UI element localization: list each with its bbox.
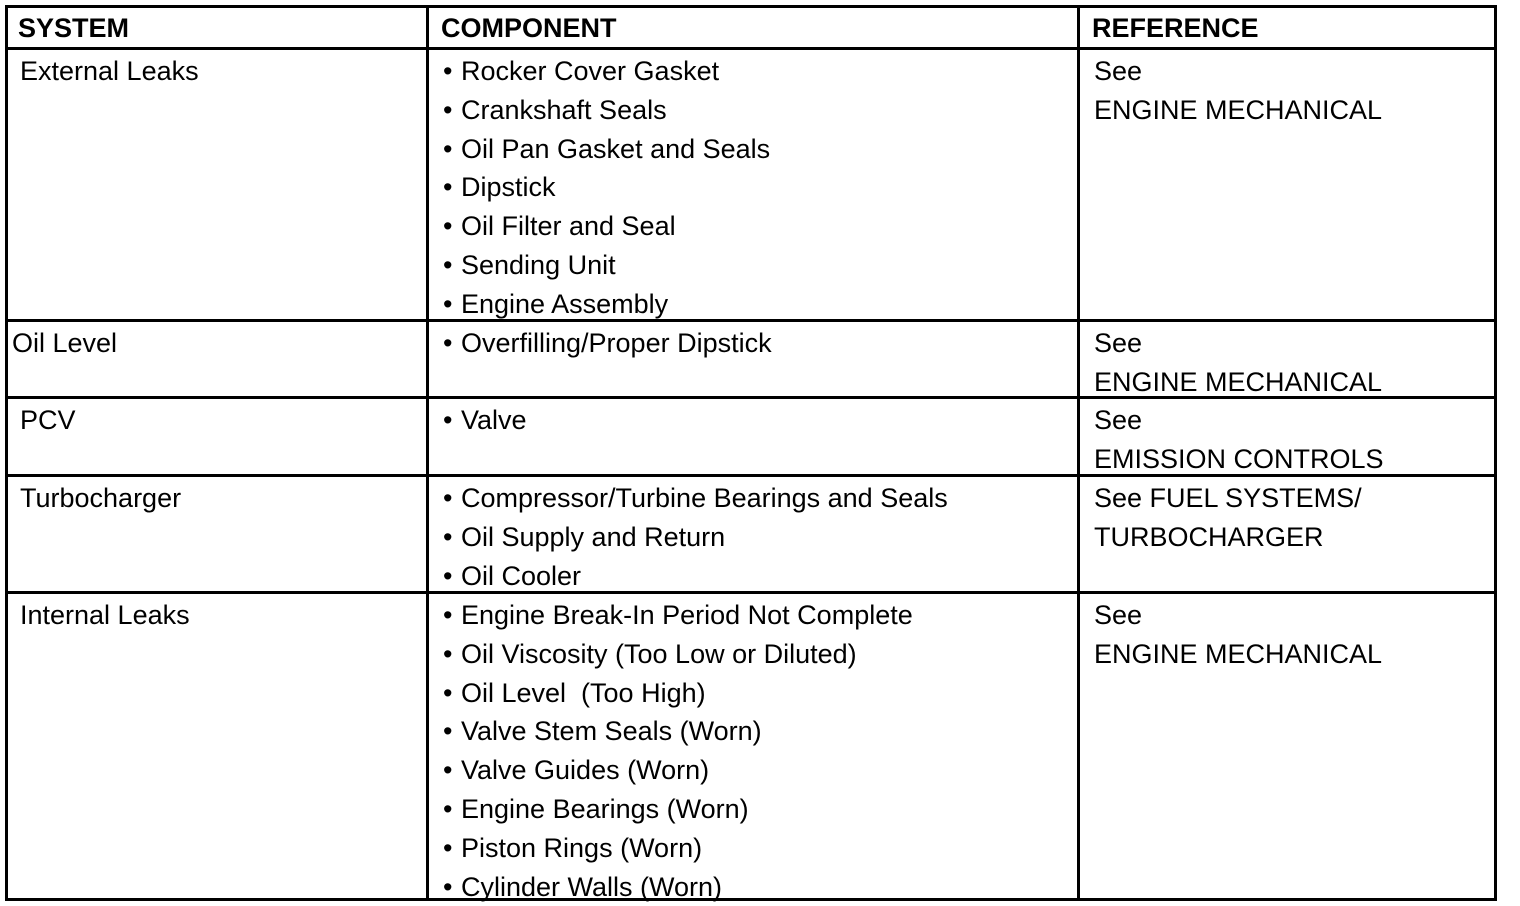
bullet-icon: • [443,871,453,902]
reference-line: TURBOCHARGER [1094,521,1324,552]
bullet-icon: • [443,94,453,125]
reference-line: ENGINE MECHANICAL [1094,638,1383,669]
component-item: • Valve Stem Seals (Worn) [443,712,1077,751]
component-item: • Dipstick [443,168,1077,207]
bullet-icon: • [443,405,453,435]
component-item: • Overfilling/Proper Dipstick [443,324,1077,363]
reference-cell [1080,322,1494,396]
component-item: • Sending Unit [443,246,1077,285]
bullet-icon: • [443,832,453,863]
table-row [8,594,1494,901]
component-item: • Oil Filter and Seal [443,207,1077,246]
bullet-icon: • [443,600,453,630]
bullet-icon: • [443,483,453,513]
bullet-icon: • [443,172,453,203]
system-cell: Internal Leaks [8,594,429,901]
system-cell: Turbocharger [8,477,429,591]
table-header-row [8,8,1494,50]
component-item: • Compressor/Turbine Bearings and Seals [443,479,1077,518]
component-item: • Rocker Cover Gasket [443,52,1077,91]
bullet-icon: • [443,793,453,824]
component-item: • Engine Assembly [443,285,1077,324]
bullet-icon: • [443,249,453,280]
component-item: • Cylinder Walls (Worn) [443,868,1077,906]
oil-consumption-table [5,5,1497,901]
reference-line: EMISSION CONTROLS [1094,443,1384,474]
bullet-icon: • [443,638,453,669]
system-cell: External Leaks [8,50,429,319]
bullet-icon: • [443,56,453,86]
component-cell [429,594,1080,901]
component-item: • Oil Supply and Return [443,518,1077,557]
bullet-icon: • [443,560,453,591]
reference-line: See FUEL SYSTEMS/ [1094,483,1362,513]
reference-line: See [1094,405,1143,435]
component-item: • Oil Cooler [443,557,1077,596]
bullet-icon: • [443,133,453,164]
reference-line: ENGINE MECHANICAL [1094,94,1383,125]
reference-line: See [1094,328,1143,358]
header-component: COMPONENT [429,8,1080,47]
component-item: • Oil Viscosity (Too Low or Diluted) [443,635,1077,674]
bullet-icon: • [443,677,453,708]
component-item: • Engine Bearings (Worn) [443,790,1077,829]
component-cell [429,322,1080,396]
component-item: • Oil Pan Gasket and Seals [443,130,1077,169]
system-cell: PCV [8,399,429,474]
bullet-icon: • [443,211,453,242]
component-cell [429,477,1080,591]
table-row [8,477,1494,594]
table-row [8,399,1494,477]
bullet-icon: • [443,288,453,319]
component-cell [429,50,1080,319]
bullet-icon: • [443,755,453,786]
component-cell [429,399,1080,474]
bullet-icon: • [443,716,453,747]
component-item: • Valve [443,401,1077,440]
component-item: • Piston Rings (Worn) [443,829,1077,868]
component-item: • Crankshaft Seals [443,91,1077,130]
reference-cell [1080,477,1494,591]
reference-line: See [1094,600,1143,630]
reference-line: See [1094,56,1143,86]
system-cell: Oil Level [8,322,429,396]
table-row [8,50,1494,322]
bullet-icon: • [443,328,453,358]
reference-cell [1080,594,1494,901]
component-item: • Engine Break-In Period Not Complete [443,596,1077,635]
bullet-icon: • [443,521,453,552]
component-item: • Oil Level (Too High) [443,674,1077,713]
reference-cell [1080,399,1494,474]
table-row [8,322,1494,399]
component-item: • Valve Guides (Worn) [443,751,1077,790]
header-system: SYSTEM [8,8,429,47]
header-reference: REFERENCE [1092,13,1259,43]
reference-cell [1080,50,1494,319]
reference-line: ENGINE MECHANICAL [1094,366,1383,397]
